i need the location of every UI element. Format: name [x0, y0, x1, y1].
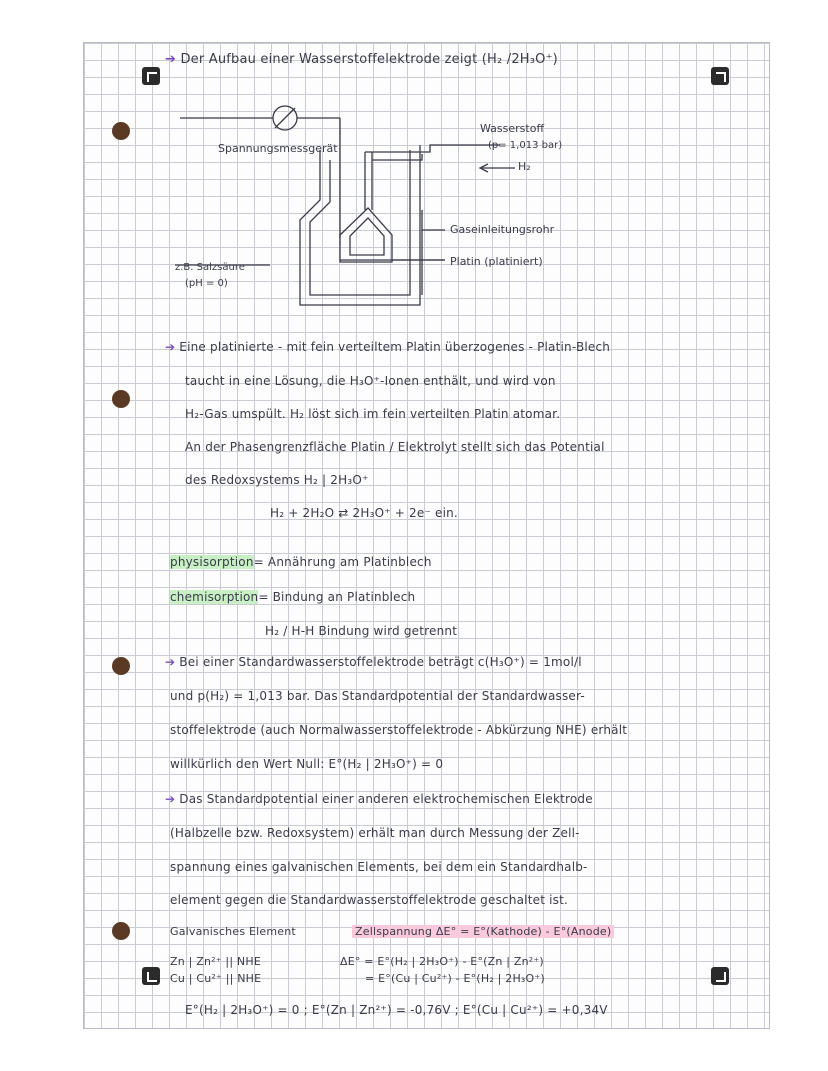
gas-tube-label: Gaseinleitungsrohr [450, 223, 555, 236]
physisorption-line [170, 555, 432, 569]
chemisorption-term: chemisorption [170, 590, 259, 604]
platinum-label: Platin (platiniert) [450, 255, 543, 268]
corner-marker-icon [711, 67, 729, 85]
chemisorption-line [170, 590, 415, 604]
cell-notation: Cu | Cu²⁺ || NHE [170, 972, 262, 985]
cell-voltage-formula [352, 925, 614, 938]
arrow-icon: ➔ [165, 792, 176, 806]
galvanic-label: Galvanisches Element [170, 925, 296, 938]
physisorption-definition: = Annährung am Platinblech [253, 555, 432, 569]
paragraph-line: An der Phasengrenzfläche Platin / Elektrolyt stellt sich das Potential [185, 440, 605, 454]
pressure-label: (p= 1,013 bar) [488, 140, 563, 151]
corner-marker-icon [711, 967, 729, 985]
cell-notation: Zn | Zn²⁺ || NHE [170, 955, 261, 968]
acid-label: z.B. Salzsäure [175, 262, 245, 273]
binder-hole [112, 390, 130, 408]
hydrogen-electrode-diagram [160, 90, 660, 330]
delta-e-equation: = E°(Cu | Cu²⁺) - E°(H₂ | 2H₃O⁺) [365, 972, 545, 985]
paragraph-line [165, 655, 582, 669]
corner-marker-icon [142, 67, 160, 85]
ph-label: (pH = 0) [185, 278, 228, 289]
paragraph2-line: Bei einer Standardwasserstoffelektrode beträgt c(H₃O⁺) = 1mol/l [179, 655, 582, 669]
delta-e-equation: ΔE° = E°(H₂ | 2H₃O⁺) - E°(Zn | Zn²⁺) [340, 955, 544, 968]
paragraph-line: H₂-Gas umspült. H₂ löst sich im fein verteilten Platin atomar. [185, 407, 561, 421]
paragraph-line: (Halbzelle bzw. Redoxsystem) erhält man durch Messung der Zell- [170, 826, 580, 840]
paragraph-line [165, 340, 610, 354]
paragraph3-line: Das Standardpotential einer anderen elektrochemischen Elektrode [179, 792, 593, 806]
binder-hole [112, 922, 130, 940]
equation: H₂ + 2H₂O ⇄ 2H₃O⁺ + 2e⁻ ein. [270, 506, 458, 520]
hydrogen-label: Wasserstoff [480, 122, 545, 135]
paragraph-line [165, 792, 593, 806]
h2-label: H₂ [518, 160, 531, 173]
paragraph-line: des Redoxsystems H₂ | 2H₃O⁺ [185, 473, 369, 487]
corner-marker-icon [142, 967, 160, 985]
paragraph-line: element gegen die Standardwasserstoffelektrode geschaltet ist. [170, 893, 569, 907]
paragraph1-line: Eine platinierte - mit fein verteiltem Platin überzogenes - Platin-Blech [179, 340, 611, 354]
chemisorption-definition: = Bindung an Platinblech [258, 590, 416, 604]
bond-note: H₂ / H-H Bindung wird getrennt [265, 624, 458, 638]
paragraph-line: stoffelektrode (auch Normalwasserstoffelektrode - Abkürzung NHE) erhält [170, 723, 628, 737]
binder-hole [112, 657, 130, 675]
arrow-icon: ➔ [165, 340, 176, 354]
heading [165, 52, 558, 67]
binder-hole [112, 122, 130, 140]
paragraph-line: spannung eines galvanischen Elements, bei dem ein Standardhalb- [170, 860, 588, 874]
cell-voltage-text: Zellspannung ΔE° = E°(Kathode) - E°(Anode) [352, 925, 614, 938]
heading-text: Der Aufbau einer Wasserstoffelektrode zeigt (H₂ /2H₃O⁺) [180, 52, 558, 67]
arrow-icon: ➔ [165, 655, 176, 669]
meter-label: Spannungsmessgerät [218, 142, 338, 155]
physisorption-term: physisorption [170, 555, 254, 569]
final-values: E°(H₂ | 2H₃O⁺) = 0 ; E°(Zn | Zn²⁺) = -0,76V ; E°(Cu | Cu²⁺) = +0,34V [185, 1003, 608, 1017]
arrow-icon: ➔ [165, 52, 177, 67]
paragraph-line: willkürlich den Wert Null: E°(H₂ | 2H₃O⁺) = 0 [170, 757, 444, 771]
paragraph-line: und p(H₂) = 1,013 bar. Das Standardpotential der Standardwasser- [170, 689, 585, 703]
paragraph-line: taucht in eine Lösung, die H₃O⁺-Ionen enthält, und wird von [185, 374, 556, 388]
